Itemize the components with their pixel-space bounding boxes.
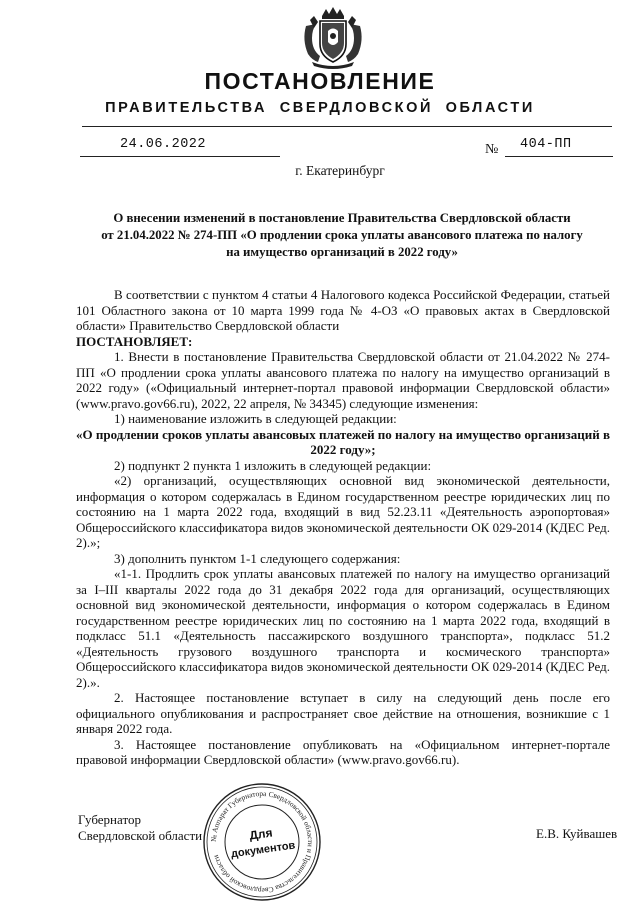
- paragraph-resolves: ПОСТАНОВЛЯЕТ:: [76, 333, 193, 349]
- svg-text:№ Аппарат Губернатора Свердлов: № Аппарат Губернатора Свердловской области и Правительства Свердловской области: [208, 788, 316, 896]
- heading-line-1: О внесении изменений в постановление Правительства Свердловской области: [113, 211, 571, 225]
- document-date: 24.06.2022: [120, 137, 207, 152]
- date-underline: [80, 156, 280, 157]
- heading-line-2: от 21.04.2022 № 274-ПП «О продлении срока уплаты авансового платежа по налогу: [101, 228, 583, 242]
- document-subtitle: ПРАВИТЕЛЬСТВА СВЕРДЛОВСКОЙ ОБЛАСТИ: [105, 100, 535, 116]
- paragraph-preamble: В соответствии с пунктом 4 статьи 4 Налогового кодекса Российской Федерации, статьей 101 Областного закона от 10 марта 1999 года № 4-ОЗ «О правовых актах в Свердловской области» Правительство Свердловской области: [76, 287, 610, 333]
- svg-text:Для: Для: [248, 825, 274, 843]
- coat-of-arms-emblem: [298, 6, 368, 70]
- paragraph-item-3: 3. Настоящее постановление опубликовать на «Официальном интернет-портале правовой информации Свердловской области» (www.pravo.gov66.ru).: [76, 736, 610, 767]
- paragraph-subitem-3-text: «1-1. Продлить срок уплаты авансовых платежей по налогу на имущество организаций за I–III кварталы 2022 года до 31 декабря 2022 года для организаций, осуществляющих основной вид экономической деятельности, информация о котором содержалась в Едином государственном реестре юридических лиц по состоянию на 1 марта 2022 года, входящий в подкласс 51.1 «Деятельность пассажирского воздушного транспорта», подкласс 51.2 «Деятельность грузового воздушного транспорта и космического транспорта» Общероссийского классификатора видов экономической деятельности ОК 029-2014 (КДЕС Ред. 2).».: [76, 566, 610, 690]
- paragraph-subitem-2-text: «2) организаций, осуществляющих основной вид экономической деятельности, информация о котором содержалась в Едином государственном реестре юридических лиц по состоянию на 1 марта 2022 года, входящий в вид 52.23.11 «Деятельность аэропортовая» Общероссийского классификатора видов экономической деятельности ОК 029-2014 (КДЕС Ред. 2).»;: [76, 473, 610, 550]
- number-sign: №: [485, 142, 499, 157]
- svg-text:документов: документов: [230, 839, 297, 861]
- paragraph-new-title: «О продлении сроков уплаты авансовых платежей по налогу на имущество организаций в 2022 году»;: [76, 426, 611, 457]
- paragraph-subitem-2: 2) подпункт 2 пункта 1 изложить в следующей редакции:: [114, 457, 432, 473]
- official-stamp: [200, 780, 324, 904]
- paragraph-item-1: 1. Внести в постановление Правительства Свердловской области от 21.04.2022 № 274-ПП «О продлении срока уплаты авансового платежа по налогу на имущество организаций в 2022 году» («Официальный интернет-портал правовой информации Свердловской области» (www.pravo.gov66.ru), 2022, 22 апреля, № 34345) следующие изменения:: [76, 349, 610, 411]
- number-underline: [505, 156, 613, 157]
- heading-line-3: на имущество организаций в 2022 году»: [226, 245, 458, 259]
- signatory-name: Е.В. Куйвашев: [536, 826, 618, 841]
- document-number: 404-ПП: [520, 137, 572, 152]
- paragraph-item-2: 2. Настоящее постановление вступает в силу на следующий день после его официального опубликования и распространяет свое действие на отношения, возникшие с 1 января 2022 года.: [76, 690, 610, 736]
- document-title: ПОСТАНОВЛЕНИЕ: [204, 68, 436, 94]
- signatory-position-line-2: Свердловской области: [78, 828, 203, 843]
- paragraph-subitem-1: 1) наименование изложить в следующей редакции:: [114, 411, 397, 426]
- paragraph-subitem-3: 3) дополнить пунктом 1-1 следующего содержания:: [114, 550, 401, 566]
- document-heading: [62, 210, 622, 261]
- city: г. Екатеринбург: [295, 163, 385, 178]
- signatory-position-line-1: Губернатор: [78, 812, 141, 827]
- header-divider: [82, 126, 612, 127]
- document-body: [76, 287, 610, 768]
